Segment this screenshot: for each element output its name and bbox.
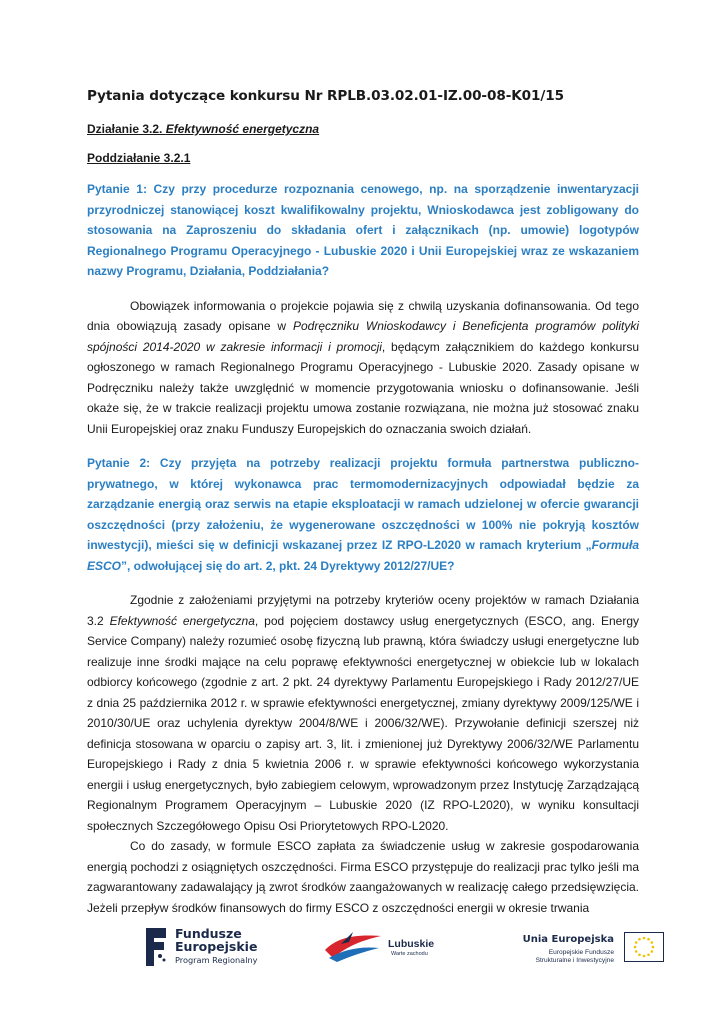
fe-line1: Fundusze	[175, 926, 242, 941]
question-1: Pytanie 1: Czy przy procedurze rozpoznania cenowego, np. na sporządzenie inwentaryzacji przyrodniczej stanowiącej koszt kwalifikowalny projektu, Wnioskodawca jest zobligowany do stosowania na Zaproszeniu do składania ofert i załącznikach (np. umowie) logotypów Regionalnego Programu Operacyjnego - Lubuskie 2020 i Unii Europejskiej wraz ze wskazaniem nazwy Programu, Działania, Poddziałania?	[87, 182, 639, 278]
lubuskie-name: Lubuskie	[388, 938, 435, 950]
unia-europejska-logo	[512, 932, 662, 972]
answer-2-paragraph-1	[87, 590, 639, 836]
answer-2-paragraph-2: Co do zasady, w formule ESCO zapłata za świadczenie usług w zakresie gospodarowania energią pochodzi z osiągniętych oszczędności. Firma ESCO przystępuje do realizacji prac tylko jeśli ma zagwarantowany zadawalający ją zwrot środków zaangażowanych w realizację całego przedsięwzięcia. Jeżeli przepływ środków finansowych do firmy ESCO z oszczędności energii w okresie trwania	[87, 839, 639, 915]
question-2-part2: ”, odwołującej się do art. 2, pkt. 24 Dyrektywy 2012/27/UE?	[121, 558, 455, 573]
answer-2-part2: , pod pojęciem dostawcy usług energetycznych (ESCO, ang. Energy Service Company) należy rozumieć osobę fizyczną lub prawną, która świadczy usługi energetyczne lub realizuje inne środki mające na celu poprawę efektywności energetycznej w obiekcie lub w lokalach odbiorcy końcowego (zgodnie z art. 2 pkt. 24 dyrektywy Parlamentu Europejskiego i Rady 2012/27/UE z dnia 25 października 2012 r. w sprawie efektywności energetycznej, zmiany dyrektywy 2009/125/WE i 2010/30/UE oraz uchylenia dyrektyw 2004/8/WE i 2006/32/WE). Przywołanie definicji szerszej niż definicja stosowana w oparciu o zapisy art. 3, lit. i zmienionej już Dyrektywy 2006/32/WE Parlamentu Europejskiego i Rady z dnia 5 kwietnia 2006 r. w sprawie efektywności końcowego wykorzystania energii i usług energetycznych, było zabiegiem celowym, wprowadzonym przez Instytucję Zarządzającą Regionalnym Programem Operacyjnym – Lubuskie 2020 (IZ RPO-L2020), w wyniku konsultacji społecznych Szczegółowego Opisu Osi Priorytetowych RPO-L2020.	[87, 613, 639, 833]
question-2-part1: Pytanie 2: Czy przyjęta na potrzeby realizacji projektu formuła partnerstwa publiczno-prywatnego, w której wykonawca prac termomodernizacyjnych odpowiadał będzie za zarządzanie energią oraz serwis na etapie eksploatacji w ramach udzielonej w ofercie gwarancji oszczędności (przy założeniu, że wygenerowane oszczędności w 100% nie pokryją kosztów inwestycji), mieści się w definicji wskazanej przez IZ RPO-L2020 w ramach kryterium „	[87, 456, 639, 552]
answer-1	[87, 296, 639, 440]
question-2-italic: Formuła ESCO	[87, 538, 639, 573]
answer-1-part2: , będącym załącznikiem do każdego konkursu ogłoszonego w ramach Regionalnego Programu Operacyjnego - Lubuskie 2020. Zasady opisane w Podręczniku należy także uwzględnić w momencie przygotowania wniosku o dofinansowanie. Jeśli okaże się, że w trakcie realizacji projektu umowa zostanie rozwiązana, nie można już stosować znaku Unii Europejskiej oraz znaku Funduszy Europejskich do oznaczania swoich działań.	[87, 339, 640, 436]
answer-2-part1: Zgodnie z założeniami przyjętymi na potrzeby kryteriów oceny projektów w ramach Działania 3.2	[87, 593, 639, 628]
lubuskie-swoosh-icon	[323, 928, 385, 964]
fe-subtitle: Program Regionalny	[175, 955, 258, 965]
answer-2-italic: Efektywność energetyczna	[109, 613, 255, 628]
lubuskie-subtitle: Warte zachodu	[391, 951, 428, 957]
fe-name	[175, 927, 257, 953]
answer-1-italic: Podręczniku Wnioskodawcy i Beneficjenta programów polityki spójności 2014-2020 w zakresie informacji i promocji	[87, 319, 639, 354]
action-name: Efektywność energetyczna	[165, 122, 320, 136]
ue-sub-line1: Europejskie Fundusze	[548, 949, 614, 956]
lubuskie-logo	[323, 928, 453, 968]
document-body	[87, 88, 639, 918]
fundusze-europejskie-logo	[140, 924, 270, 974]
eu-flag-icon	[624, 932, 664, 962]
fe-line2: Europejskie	[175, 939, 258, 954]
action-heading	[87, 122, 639, 136]
ue-subtitle	[512, 949, 614, 965]
fundusze-europejskie-icon	[140, 926, 170, 968]
ue-title: Unia Europejska	[522, 934, 614, 945]
action-prefix: Działanie 3.2.	[87, 122, 166, 136]
subaction-heading: Poddziałanie 3.2.1	[87, 151, 191, 165]
question-2	[87, 453, 639, 576]
document-title: Pytania dotyczące konkursu Nr RPLB.03.02.01-IZ.00-08-K01/15	[87, 88, 564, 104]
answer-1-part1: Obowiązek informowania o projekcie pojawia się z chwilą uzyskania dofinansowania. Od tego dnia obowiązują zasady opisane w	[87, 298, 639, 333]
footer-logos	[0, 924, 724, 984]
ue-sub-line2: Strukturalne i Inwestycyjne	[535, 957, 614, 964]
